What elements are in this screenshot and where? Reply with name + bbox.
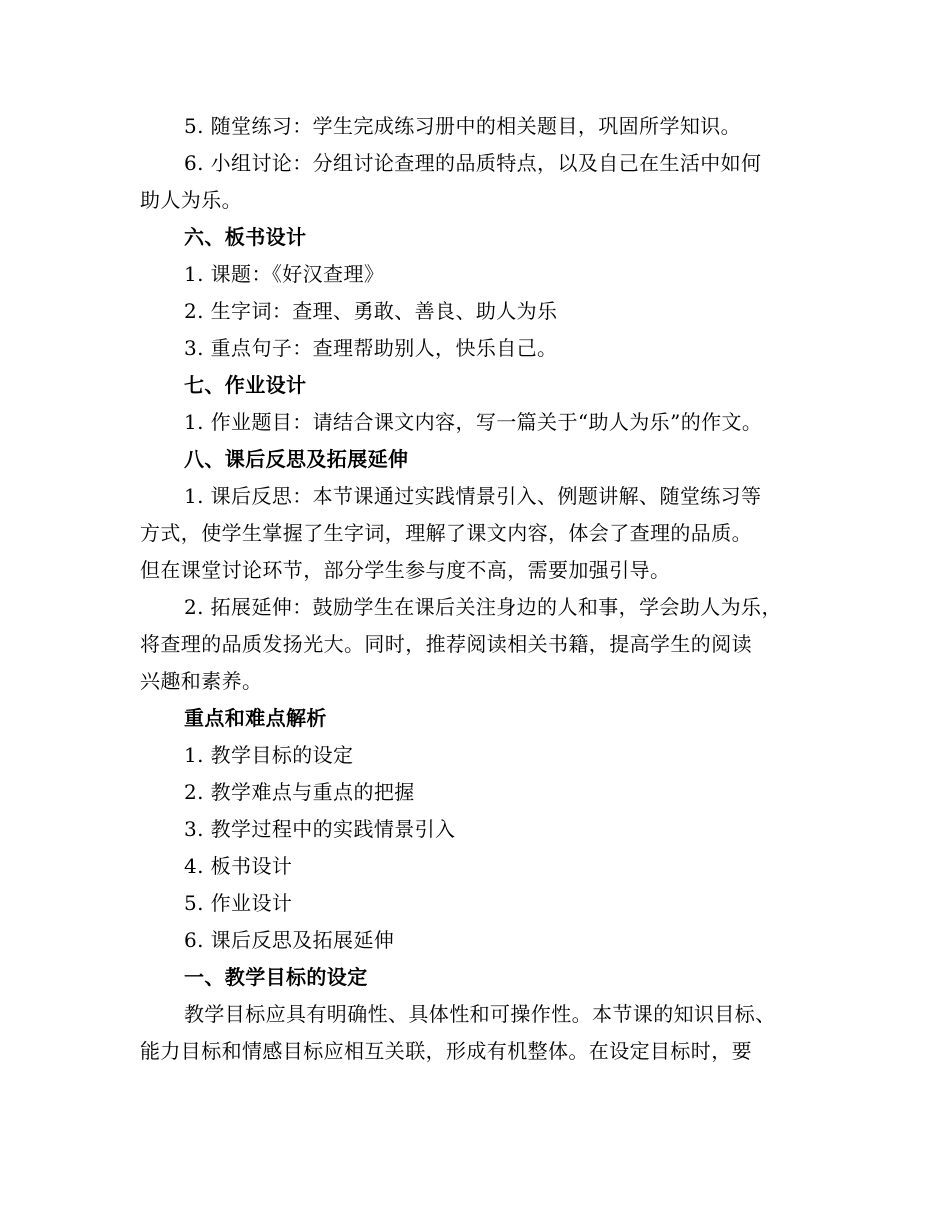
discussion-item: 6. 小组讨论：分组讨论查理的品质特点，以及自己在生活中如何 bbox=[184, 151, 762, 175]
reflection-item: 1. 课后反思：本节课通过实践情景引入、例题讲解、随堂练习等 bbox=[184, 484, 762, 508]
section-heading-board-design: 六、板书设计 bbox=[184, 225, 307, 249]
section-heading-key-points: 重点和难点解析 bbox=[184, 706, 327, 730]
board-item-vocabulary: 2. 生字词：查理、勇敢、善良、助人为乐 bbox=[184, 299, 558, 323]
key-point-item: 3. 教学过程中的实践情景引入 bbox=[184, 817, 456, 841]
objectives-paragraph: 教学目标应具有明确性、具体性和可操作性。本节课的知识目标、 bbox=[184, 1002, 776, 1026]
reflection-item-continuation: 方式，使学生掌握了生字词，理解了课文内容，体会了查理的品质。 bbox=[140, 521, 752, 545]
extension-item-continuation: 兴趣和素养。 bbox=[140, 669, 263, 693]
objectives-paragraph-continuation: 能力目标和情感目标应相互关联，形成有机整体。在设定目标时，要 bbox=[140, 1039, 752, 1063]
homework-item: 1. 作业题目：请结合课文内容，写一篇关于“助人为乐”的作文。 bbox=[184, 410, 763, 434]
key-point-item: 2. 教学难点与重点的把握 bbox=[184, 780, 415, 804]
section-heading-objectives: 一、教学目标的设定 bbox=[184, 965, 368, 989]
reflection-item-continuation: 但在课堂讨论环节，部分学生参与度不高，需要加强引导。 bbox=[140, 558, 671, 582]
discussion-item-continuation: 助人为乐。 bbox=[140, 188, 242, 212]
key-point-item: 6. 课后反思及拓展延伸 bbox=[184, 928, 395, 952]
practice-item: 5. 随堂练习：学生完成练习册中的相关题目，巩固所学知识。 bbox=[184, 114, 742, 138]
key-point-item: 1. 教学目标的设定 bbox=[184, 743, 354, 767]
extension-item: 2. 拓展延伸：鼓励学生在课后关注身边的人和事，学会助人为乐， bbox=[184, 595, 782, 619]
board-item-title: 1. 课题：《好汉查理》 bbox=[184, 262, 385, 286]
key-point-item: 4. 板书设计 bbox=[184, 854, 293, 878]
extension-item-continuation: 将查理的品质发扬光大。同时，推荐阅读相关书籍，提高学生的阅读 bbox=[140, 632, 752, 656]
section-heading-reflection: 八、课后反思及拓展延伸 bbox=[184, 447, 409, 471]
section-heading-homework: 七、作业设计 bbox=[184, 373, 307, 397]
board-item-key-sentence: 3. 重点句子：查理帮助别人，快乐自己。 bbox=[184, 336, 558, 360]
key-point-item: 5. 作业设计 bbox=[184, 891, 293, 915]
